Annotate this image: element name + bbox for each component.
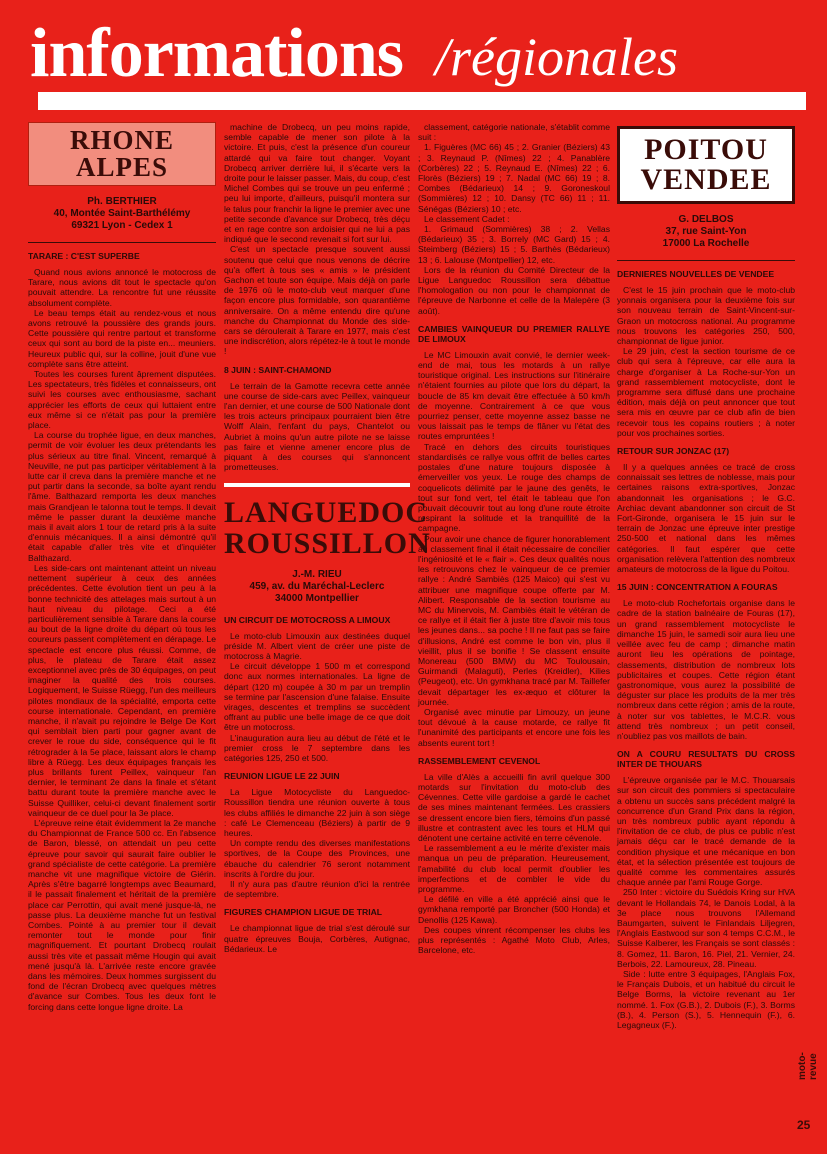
- page-number: 25: [797, 1118, 811, 1132]
- article-paragraph: Le rassemblement a eu le mérite d'exister mais manqua un peu de préparation. Heureusement, l'amabilité du club local permit d'oublier les imperfections et de combler le vide du programme.: [418, 843, 610, 895]
- article-paragraph: Toutes les courses furent âprement disputées. Les spectateurs, très fidèles et connaisseurs, ont suivi les courses avec enthousiasme, sachant apprécier les efforts de ceux qui luttaient entre eux même si ce n'était pas pour la première place.: [28, 369, 216, 431]
- article-paragraph: Pour avoir une chance de figurer honorablement au classement final il était nécessaire de concilier l'ingéniosité et le « flair ». Ces deux qualités nous les retrouvons chez le vainqueur de ce premier rallye : André Sambiès (125 Maico) qui s'est vu attribuer une magnifique coupe offerte par M. Alibert. Responsable de la section tourisme au MC du Minervois, M. Cambiès était le vétéran de ce rallye et il était fier à juste titre d'avoir mis tous les jeunes dans... sa poche ! Il ne faut pas se faire d'illusions, André est comme le bon vin, plus il vieillit, plus il se bonifie ! Se classent ensuite Monereau (500 BMW) du MC Toulousain, Guirmandi (Malaguti), Perles (Kreidler), Kilies (Peugeot), etc. Un gymkhana tracé par M. Taillefer devait départager les ex-æquo et clôturer la journée.: [418, 533, 610, 707]
- article-paragraph: Le terrain de la Gamotte recevra cette année une course de side-cars avec Peillex, vainqueur l'an dernier, et une course de 500 Nationale dont les trois acteurs principaux pourraient bien être Wolff Alain, l'enfant du pays, Chantelot ou Aubriet à moins qu'un autre pilote ne se laisse pas faire et vienne amener encore plus de piquant à des courses qui s'annoncent prometteuses.: [224, 380, 410, 473]
- article-paragraph: Il n'y aura pas d'autre réunion d'ici la rentrée de septembre.: [224, 878, 410, 900]
- correspondent: [224, 569, 410, 605]
- article-paragraph: Le 29 juin, c'est la section tourisme de ce club qui sera à l'épreuve, car elle aura la charge d'organiser à La Roche-sur-Yon un grand rassemblement motocycliste, dont le programme sera diffusé dans une prochaine édition, mais déjà on peut annoncer que tout sera mis en œuvre par ce club afin de bien recevoir tous les copains routiers ; à noter pour vos prochaines sorties.: [617, 346, 795, 438]
- article-heading: 15 JUIN : CONCENTRATION A FOURAS: [617, 582, 778, 593]
- masthead: [30, 14, 810, 94]
- region-name: VENDEE: [640, 163, 772, 196]
- article-paragraph: Le beau temps était au rendez-vous et nous avons retrouvé la poussière des grands jours. Cette poussière qui rentre partout et transforme ceux qui sont au bord de la piste en... meuniers. Heureux public qui, sur la colline, jouit d'une vue complète sans être atteint.: [28, 307, 216, 369]
- column-3: [418, 122, 610, 1132]
- column-2: [224, 122, 431, 1132]
- region-name: ROUSSILLON: [224, 526, 431, 560]
- correspondent-address: 40, Montée Saint-Barthélémy: [53, 208, 191, 219]
- article-heading: RETOUR SUR JONZAC (17): [617, 446, 730, 457]
- column-poitou-vendee: [617, 122, 795, 1132]
- correspondent-name: Ph. BERTHIER: [87, 196, 157, 207]
- correspondent-city: 17000 La Rochelle: [662, 238, 750, 249]
- article-paragraph: Le moto-club Limouxin aux destinées duquel préside M. Albert vient de créer une piste de motocross à Magrie.: [224, 630, 410, 661]
- correspondent: [617, 214, 795, 250]
- magazine-name: moto-revue: [797, 1052, 819, 1080]
- article-paragraph: La Ligue Motocycliste du Languedoc-Roussillon tiendra une réunion ouverte à tous les clubs affiliés le dimanche 22 juin à son siège : café Le Clemenceau (Béziers) à partir de 9 heures.: [224, 787, 410, 838]
- region-name: RHONE: [69, 125, 174, 155]
- article-paragraph: Organisé avec minutie par Limouzy, un jeune tout dévoué à la cause motarde, ce rallye fit l'unanimité des participants et encore une fois les absents eurent tort !: [418, 706, 610, 748]
- masthead-title: informations: [30, 15, 403, 92]
- article-paragraph: machine de Drobecq, un peu moins rapide, semble capable de mener son pilote à la victoire. Et puis, c'est la présence d'un coureur attardé qui va faire tout changer. Voyant Drobecq arriver derrière lui, il s'écarte vers la droite pour le laisser passer. Mais, du coup, c'est Michel Combes qui se trouve un peu enfermé ; peu lui importe, d'ailleurs, puisqu'il montera sur le talus pour franchir la ligne le premier avec une petite seconde d'avance sur Drobecq, très déçu et en rage contre son ardoisier qui ne lui a pas indiqué que le second revenait si fort sur lui.: [224, 122, 410, 245]
- column-rhone-alpes: [28, 122, 216, 1132]
- article-paragraph: Un compte rendu des diverses manifestations sportives, de la Coupe des Provinces, une ébauche du calendrier 76 seront notamment inscrits à l'ordre du jour.: [224, 838, 410, 879]
- article-paragraph: C'est un spectacle presque souvent aussi soutenu que celui que nous venons de décrire qu'a offert à tous ses « amis » le président Gachon et toute son équipe. Mais déjà on parle de 1976 où le moto-club veut marquer d'une façon encore plus formidable, son quarantième anniversaire. On a même entendu dire qu'une manche du Championnat du Monde des side-cars se déroulerait à Tarare en 1977, mais c'est une indiscrétion, alors répétez-le à tout le monde !: [224, 244, 410, 357]
- region-box-rhone-alpes: [28, 122, 216, 186]
- article-paragraph: L'épreuve reine était évidemment la 2e manche du Championnat de France 500 cc. En l'absence de Baron, blessé, on attendait un peu cette épreuve pour savoir qui saurait faire oublier le grand spécialiste de cette catégorie. La première manche vit une magnifique victoire de Giérin. Après s'être bagarré longtemps avec Beaumard, il le passait finalement et héritait de la première place car Perrottin, qui avait mené jusque-là, ne passe plus. La deuxième manche fut un festival Combes. Pointé à au premier tour il devait remonter tout le monde pour finir magnifiquement. Et pourtant Drobecq roulait aussi très vite et passait même Hougin qui avait mené jusqu'à là. L'arrivée reste encore gravée dans les mémoires. Deux hommes surgissent du fond de l'écran Drobecq avec quelques mètres d'avance sur Combes. Tous les deux font le forcing dans cette longue ligne droite. La: [28, 817, 216, 1012]
- article-paragraph: 250 Inter : victoire du Suédois Kring sur HVA devant le Hollandais 74, le Danois Lodal, à la 3e place nous trouvons l'Allemand Baumgarten, suivent le Finlandais Liljegren, l'Anglais Eastwood sur son 4 temps C.C.M., le Suisse Kalberer, les Français se sont classés : 8. Gomez, 11. Baron, 16. Piel, 21. Vernier, 24. Berbois, 22. Lamoureux, 28. Pineau.: [617, 887, 795, 969]
- correspondent-name: G. DELBOS: [678, 214, 734, 225]
- article-paragraph: C'est le 15 juin prochain que le moto-club yonnais organisera pour la deuxième fois sur son nouveau terrain de Saint-Vincent-sur-Graon un motocross national. Au programme nous trouvons les catégories 250, 500, championnat de ligue junior.: [617, 285, 795, 347]
- article-heading: 8 JUIN : SAINT-CHAMOND: [224, 364, 332, 375]
- article-paragraph: Le championnat ligue de trial s'est déroulé sur quatre épreuves Bouja, Corbères, Autignac, Bédarieux. Le: [224, 923, 410, 954]
- article-paragraph: Les side-cars ont maintenant atteint un niveau nettement supérieur à ceux des années précédentes. Cette évolution tient un peu à la bonne technicité des attelages mais surtout à un haut niveau du pilotage. Ceci a été particulièrement sensible à Tarare dans la course au bout de la ligne droite du départ où tous les coureurs passent complètement en dérapage. Le spectacle est encore plus réussi. Comme, de plus, le plateau de Tarare était assez exceptionnel avec près de 30 équipages, on peut imaginer la qualité des trois courses. Logiquement, le Suisse Rüegg, l'un des meilleurs pilotes mondiaux de la spécialité, emporta cette course internationale. Cependant, en première manche, il n'avait pu rejoindre le Belge De Kort qui semblait bien parti pour gagner avant de crever le roue du side, conséquence qui le fit rétrograder à la 5e place, laissant alors le champ libre à Rüegg. Les deux équipages français les plus brillants furent Peillex, vainqueur l'an dernier, le terminant 2e dans la finale et s'étant battu durant toute la première manche avec le Suisse Quilliker, celui-ci devant finalement sortir vainqueur de ce duel pour la 3e place.: [28, 562, 216, 818]
- correspondent-address: 459, av. du Maréchal-Leclerc: [249, 580, 385, 592]
- divider: [617, 260, 795, 261]
- correspondent-address: 37, rue Saint-Yon: [665, 226, 747, 237]
- article-paragraph: Le circuit développe 1 500 m et correspond donc aux normes internationales. La ligne de départ (120 m) coupée à 30 m par un tremplin se termine par l'ascension d'une falaise. Ensuite virages, descentes et tremplins se succèdent offrant au public une belle image de ce que doit être un motocross.: [224, 661, 410, 733]
- article-paragraph: Side : lutte entre 3 équipages, l'Anglais Fox, le Français Dubois, et un habitué du circuit le Belge Borms, la victoire revenant au 1er nommé. 1. Fox (G.B.), 2. Dubois (F.), 3. Borms (B.), 4. Person (S.), 5. Hennequin (F.), 6. Legagneux (F.).: [617, 968, 795, 1030]
- header-bar: [38, 92, 806, 110]
- region-name: POITOU: [644, 133, 768, 166]
- article-paragraph: La ville d'Alès a accueilli fin avril quelque 300 motards sur l'invitation du moto-club des Cévennes. Cette ville gardoise a gardé le cachet de ses mines maintenant fermées. Les crassiers se dressent encore bien fiers, témoins d'un passé illustre et contrastent avec les tours et HLM qui dénotent une certaine activité en terre cévenole.: [418, 771, 610, 843]
- article-heading: DERNIERES NOUVELLES DE VENDEE: [617, 269, 775, 279]
- correspondent-city: 34000 Montpellier: [275, 592, 359, 604]
- article-heading: FIGURES CHAMPION LIGUE DE TRIAL: [224, 907, 383, 918]
- divider: [28, 242, 216, 243]
- article-heading: CAMBIES VAINQUEUR DU PREMIER RALLYE DE LIMOUX: [418, 323, 610, 344]
- region-name: LANGUEDOC: [224, 495, 429, 529]
- article-heading: RASSEMBLEMENT CEVENOL: [418, 755, 541, 766]
- article-paragraph: L'épreuve organisée par le M.C. Thouarsais sur son circuit des pommiers si spectaculaire a obtenu un succès sans précédent malgré la concurrence d'un Grand Prix dans la région, un très nombreux public ayant répondu à l'invitation de ce club, de plus ce public n'est jamais déçu car le tracé demande de la condition physique et une mécanique en bon état, et la sélection présentée est toujours de qualité comme les commentaires assurés chaque année par l'ami Rouge Gorge.: [617, 775, 795, 888]
- article-paragraph: Il y a quelques années ce tracé de cross connaissait ses lettres de noblesse, mais pour certaines raisons extra-sportives, Jonzac abandonnait les organisations ; le G.C. Archiac devant abandonner son circuit de St Fort-Gironde, organisera le 15 juin sur le terrain de Jonzac une épreuve inter prestige 250-500 et national dans les mêmes catégories. Il faut espérer que cette organisation relèvera l'attention des nombreux amateurs de motocross de la ligue du Poitou.: [617, 462, 795, 575]
- article-heading: UN CIRCUIT DE MOTOCROSS A LIMOUX: [224, 614, 391, 625]
- article-paragraph: Le moto-club Rochefortais organise dans le cadre de la station balnéaire de Fouras (17), un grand rassemblement motocycliste le dimanche 15 juin, le samedi soir aura lieu une veillée avec feu de camp ; dimanche matin auront lieu les opérations de pointage, classements, distribution de nombreux lots publicitaires et coupes. Cette région étant gastronomique, vous aurez la possibilité de déguster sur place les produits de la mer très nombreux dans cette région ; amis de la route, à noter sur vos tablettes, le M.C.R. vous attend très nombreux ; un petit conseil, n'oubliez pas vos maillots de bain.: [617, 598, 795, 741]
- masthead-subtitle: /régionales: [435, 27, 678, 87]
- article-paragraph: Le classement Cadet :: [424, 213, 510, 224]
- article-paragraph: Tracé en dehors des circuits touristiques standardisés ce rallye vous offrit de belles cartes postales d'une nature toujours disposée à émerveiller vos yeux. Le rouge des champs de coquelicots délimité par le jaune des genêts, le tout sur fond vert, tel était le tableau que l'on pouvait découvrir tout au long d'une route étroite respirant la solitude et la tranquillité de la campagne.: [418, 441, 610, 534]
- article-heading: TARARE : C'EST SUPERBE: [28, 251, 140, 261]
- region-box-languedoc: [224, 495, 431, 560]
- article-paragraph: classement, catégorie nationale, s'établit comme suit :: [418, 122, 610, 143]
- article-paragraph: Le défilé en ville a été apprécié ainsi que le gymkhana remporté par Broncher (500 Honda) et Denollis (125 Kawa).: [418, 894, 610, 925]
- correspondent-city: 69321 Lyon - Cedex 1: [71, 220, 173, 231]
- article-paragraph: 1. Figuères (MC 66) 45 ; 2. Granier (Béziers) 43 ; 3. Reynaud P. (Nîmes) 22 ; 4. Panablère (Corbères) 22 ; 5. Reynaud E. (Nîmes) 22 ; 6. Florès (Béziers) 19 ; 7. Nadal (MC 66) 19 ; 8. Combes (Bédarieux) 14 ; 9. Goroneskoul (Sommières) 12 ; 10. Dansy (TC 66) 11 ; 11. Sénégas (Béziers) 10 ; etc.: [418, 142, 610, 214]
- article-paragraph: La course du trophée ligue, en deux manches, permit de voir évoluer les deux prétendants les plus sérieux au titre final. Vincent, remarqué à Neuville, ne put pas participer véritablement à la lutte car il creva dans la première manche et ne put partir dans la seconde, sa boîte ayant rendu l'âme. Balthazard remporta les deux manches mais Grandjean le talonna tout le temps. Il devait même le passer durant la deuxième manche mais il avait alors 1 tour de retard pris à la suite d'ennuis mécaniques. Il a ainsi démontré qu'il était capable d'aller très vite et d'inquiéter Balthazard.: [28, 430, 216, 563]
- article-heading: ON A COURU RESULTATS DU CROSS INTER DE THOUARS: [617, 749, 795, 770]
- article-paragraph: L'inauguration aura lieu au début de l'été et le premier cross le 7 septembre dans les catégories 125, 250 et 500.: [224, 732, 410, 763]
- article-paragraph: 1. Grimaud (Sommières) 38 ; 2. Vellas (Bédarieux) 35 ; 3. Borrely (MC Gard) 15 ; 4. Steimberg (Béziers) 15 ; 5. Barthès (Bédarieux) 13 ; 6. Lalouse (Montpellier) 12, etc.: [418, 224, 610, 265]
- article-paragraph: Le MC Limouxin avait convié, le dernier week-end de mai, tous les motards à un rallye touristique original. Les instructions sur l'itinéraire n'étaient fournies au pilote que lors du départ, la boucle de 85 km devait être effectuée à 50 km/h de moyenne. Contrairement à ce que vous pourriez penser, cette moyenne assez basse ne vous laissait pas le temps de flâner vu l'état des routes empruntées !: [418, 349, 610, 442]
- article-heading: REUNION LIGUE LE 22 JUIN: [224, 771, 340, 782]
- correspondent: [28, 196, 216, 232]
- article-paragraph: Des coupes vinrent récompenser les clubs les plus représentés : Agathé Moto Club, Arles, Barcelone, etc.: [418, 924, 610, 956]
- region-name: ALPES: [75, 152, 169, 182]
- article-paragraph: Quand nous avions annoncé le motocross de Tarare, nous avions dit tout le spectacle qu'on pouvait attendre. La rencontre fut une réussite absolument complète.: [28, 267, 216, 308]
- section-divider: [224, 483, 410, 487]
- region-box-poitou: [617, 126, 795, 204]
- article-paragraph: Lors de la réunion du Comité Directeur de la Ligue Languedoc Roussillon sera débattue l'homologation ou non pour le championnat de l'épreuve de Narbonne et celle de la Malepère (3 août).: [418, 264, 610, 316]
- correspondent-name: J.-M. RIEU: [292, 568, 342, 580]
